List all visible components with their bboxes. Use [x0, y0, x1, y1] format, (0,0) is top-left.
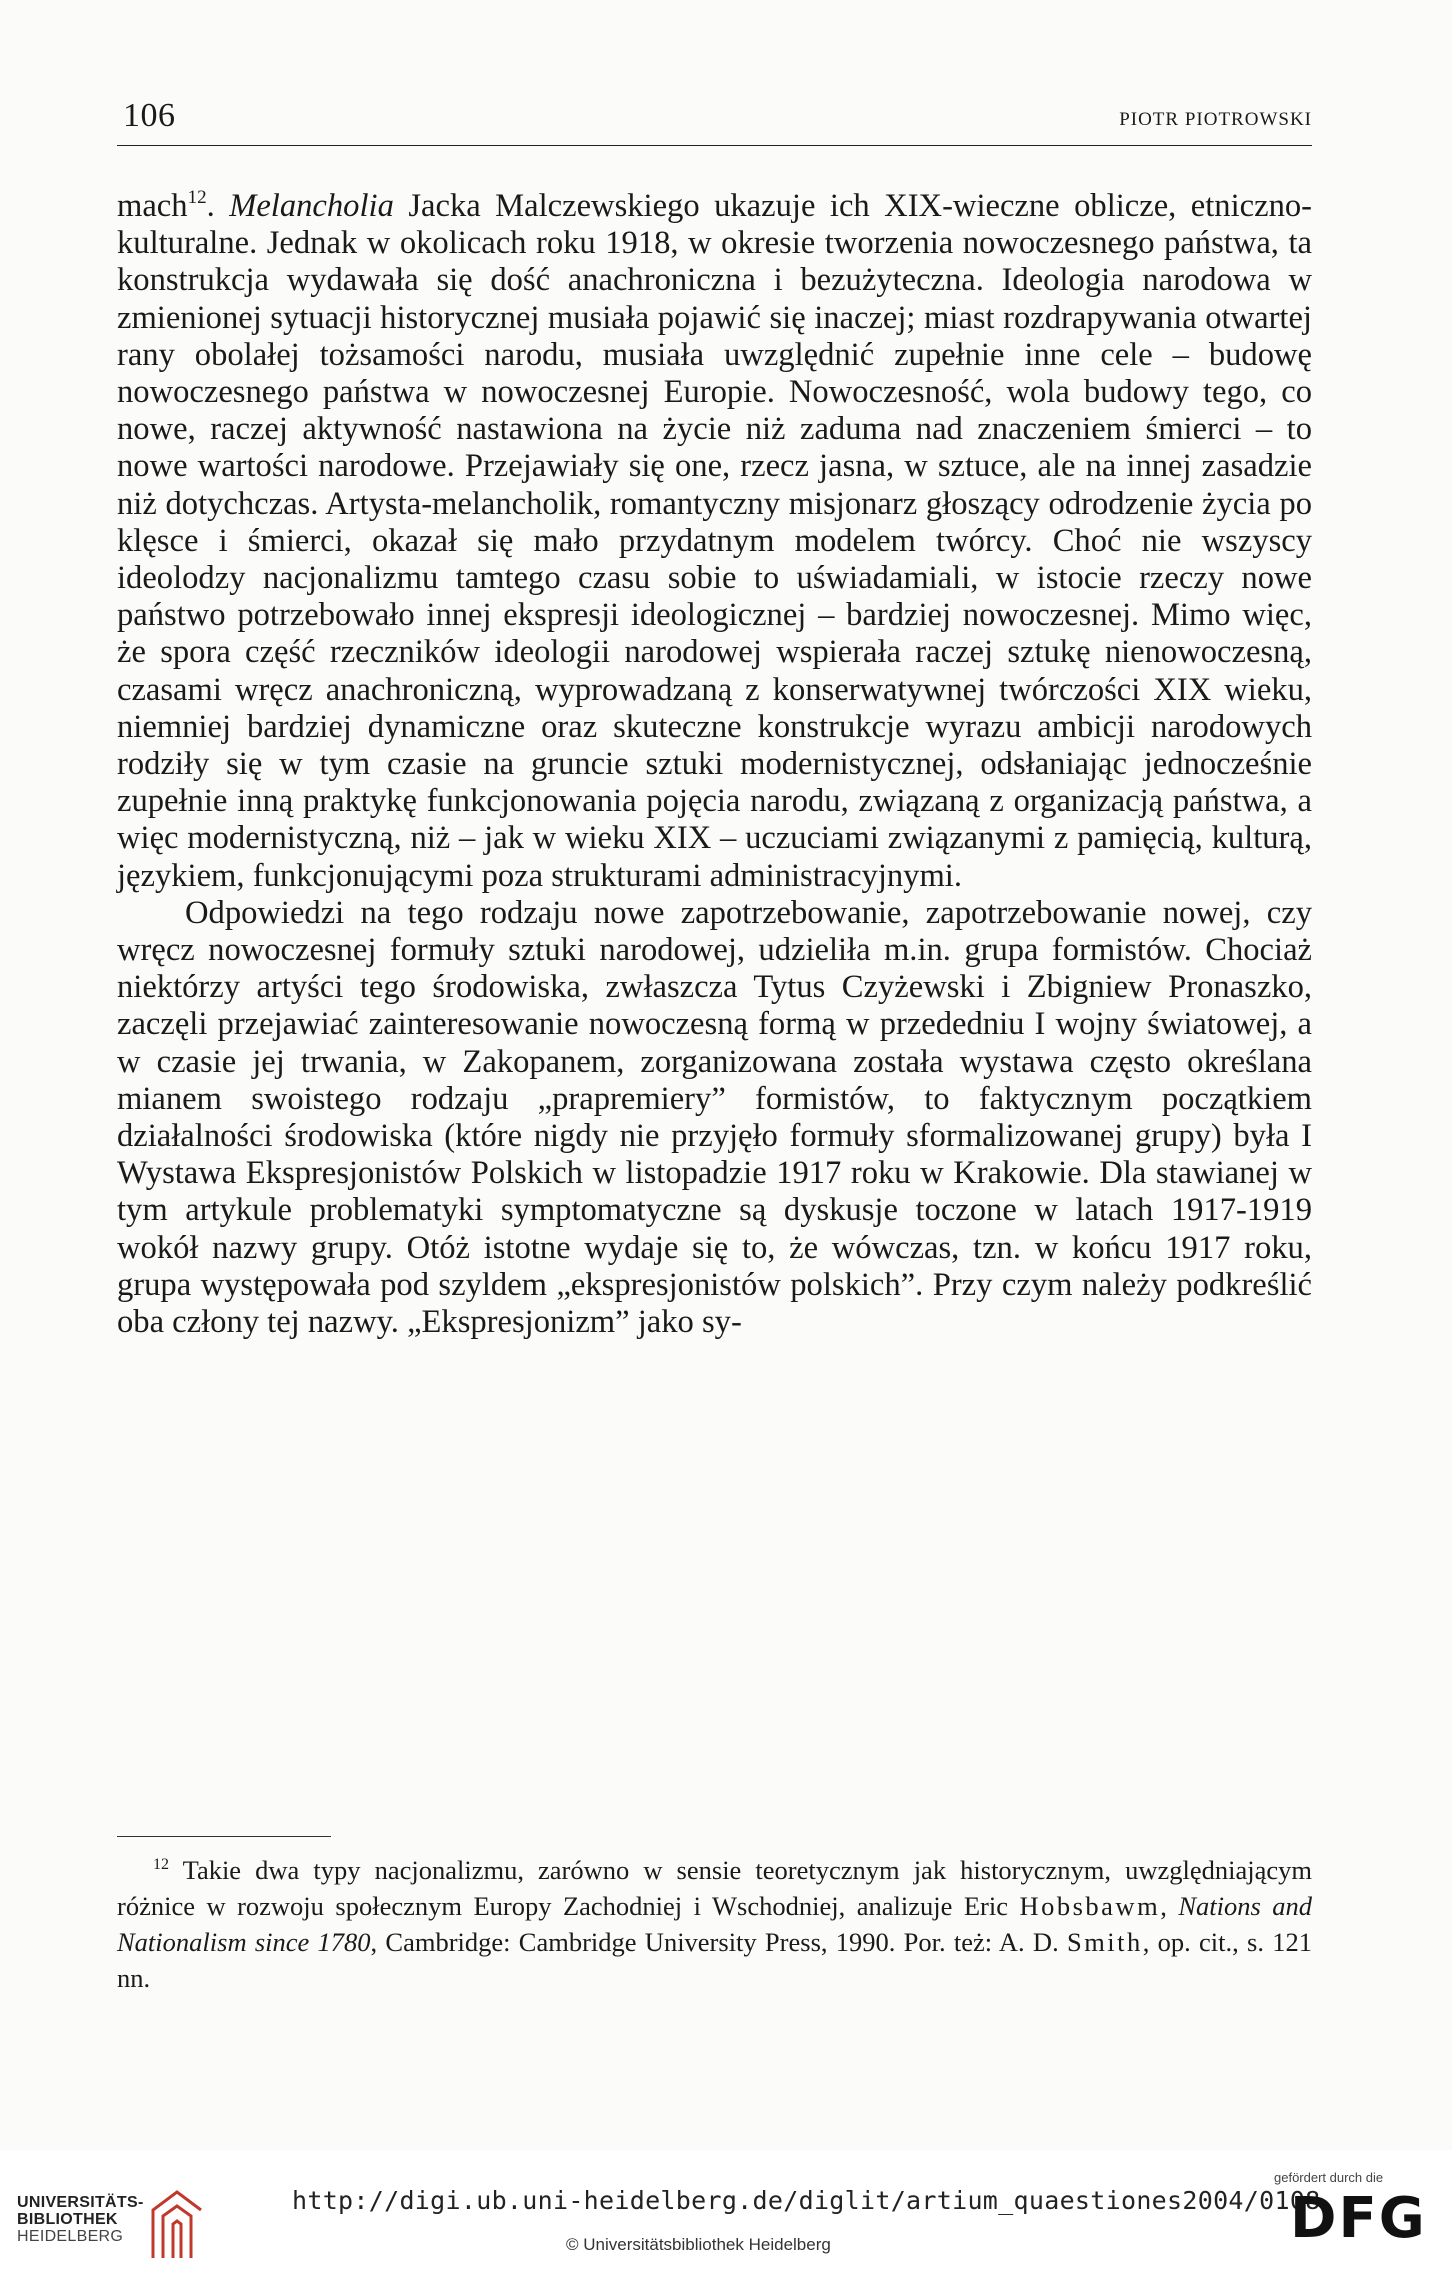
copyright-notice: © Universitätsbibliothek Heidelberg: [566, 2235, 831, 2254]
paragraph-1: [117, 188, 1312, 895]
source-url-link[interactable]: http://digi.ub.uni-heidelberg.de/diglit/artium_quaestiones2004/0108: [292, 2186, 1321, 2215]
footnote-12: [117, 1852, 1312, 1996]
dfg-logo[interactable]: DFG: [1290, 2186, 1427, 2251]
footnote-text-a: Takie dwa typy nacjonalizmu, zarówno w sensie teoretycznym jak historycznym, uwzględniającym różnice w rozwoju społecznym Europy Zachodniej i Wschodniej, analizuje Eric: [117, 1855, 1312, 1921]
footnote-book-title: Nations and Nationalism since 1780: [117, 1891, 1313, 1957]
paragraph-1-dot: .: [206, 188, 230, 224]
library-logo[interactable]: [17, 2194, 217, 2264]
digitization-footer: [0, 2150, 1452, 2269]
footnote-reference[interactable]: 12: [187, 187, 207, 208]
paragraph-2: Odpowiedzi na tego rodzaju nowe zapotrzebowanie, zapotrzebowanie nowej, czy wręcz nowoczesnej formuły sztuki narodowej, udzieliła m.in. grupa formistów. Chociaż niektórzy artyści tego środowiska, zwłaszcza Tytus Czyżewski i Zbigniew Pronaszko, zaczęli przejawiać zainteresowanie nowoczesną formą w przededniu I wojny światowej, a w czasie jej trwania, w Zakopanem, zorganizowana została wystawa często określana mianem swoistego rodzaju „prapremiery” formistów, to faktycznym początkiem działalności środowiska (które nigdy nie przyjęło formuły sformalizowanej grupy) była I Wystawa Ekspresjonistów Polskich w listopadzie 1917 roku w Krakowie. Dla stawianej w tym artykule problematyki symptomatyczne są dyskusje toczone w latach 1917-1919 wokół nazwy grupy. Otóż istotne wydaje się to, że wówczas, tzn. w końcu 1917 roku, grupa występowała pod szyldem „ekspresjonistów polskich”. Przy czym należy podkreślić oba człony tej nazwy. „Ekspresjonizm” jako sy-: [117, 894, 1312, 1341]
footnotes: [117, 1852, 1312, 1996]
footnote-author-1: Hobsbawm: [1019, 1891, 1161, 1921]
footnote-text-c: , op. cit., s. 121 nn.: [117, 1927, 1312, 1993]
artwork-title: Melancholia: [229, 188, 394, 224]
library-line-3: HEIDELBERG: [17, 2228, 124, 2245]
footnote-author-2: Smith: [1066, 1927, 1143, 1957]
footnote-number: 12: [153, 1856, 169, 1873]
main-text: [117, 188, 1312, 1341]
library-line-2: BIBLIOTHEK: [17, 2211, 118, 2228]
footnote-text-b: , Cambridge: Cambridge University Press, 1990. Por. też: A. D.: [370, 1927, 1067, 1957]
footnote-sep: ,: [1160, 1891, 1179, 1921]
paragraph-1-start: mach: [117, 188, 188, 224]
footnote-divider: [117, 1836, 331, 1837]
library-name: [17, 2194, 144, 2245]
funding-note: gefördert durch die: [1274, 2170, 1384, 2185]
paragraph-1-rest: Jacka Malczewskiego ukazuje ich XIX-wieczne oblicze, etniczno-kulturalne. Jednak w okolicach roku 1918, w okresie tworzenia nowoczesnego państwa, ta konstrukcja wydawała się dość anachroniczna i bezużyteczna. Ideologia narodowa w zmienionej sytuacji historycznej musiała pojawić się inaczej; miast rozdrapywania otwartej rany obolałej tożsamości narodu, musiała uwzględnić zupełnie inne cele – budowę nowoczesnego państwa w nowoczesnej Europie. Nowoczesność, wola budowy tego, co nowe, raczej aktywność nastawiona na życie niż zaduma nad znaczeniem śmierci – to nowe wartości narodowe. Przejawiały się one, rzecz jasna, w sztuce, ale na innej zasadzie niż dotychczas. Artysta-melancholik, romantyczny misjonarz głoszący odrodzenie życia po klęsce i śmierci, okazał się mało przydatnym modelem twórcy. Choć nie wszyscy ideolodzy nacjonalizmu tamtego czasu sobie to uświadamiali, w istocie rzeczy nowe państwo potrzebowało innej ekspresji ideologicznej – bardziej nowoczesnej. Mimo więc, że spora część rzeczników ideologii narodowej wspierała raczej sztukę nienowoczesną, czasami wręcz anachroniczną, wyprowadzaną z konserwatywnej twórczości XIX wieku, niemniej bardziej dynamiczne oraz skuteczne konstrukcje wyrazu ambicji narodowych rodziły się w tym czasie na gruncie sztuki modernistycznej, odsłaniając jednocześnie zupełnie inną praktykę funkcjonowania pojęcia narodu, związaną z organizacją państwa, a więc modernistyczną, niż – jak w wieku XIX – uczuciami związanymi z pamięcią, kulturą, językiem, funkcjonującymi poza strukturami administracyjnymi.: [117, 188, 1312, 894]
library-mark-icon: [147, 2188, 207, 2260]
page-header: [117, 95, 1312, 146]
running-head: PIOTR PIOTROWSKI: [1119, 109, 1312, 130]
library-line-1: UNIVERSITÄTS-: [17, 2194, 144, 2211]
page-number: 106: [123, 97, 176, 134]
